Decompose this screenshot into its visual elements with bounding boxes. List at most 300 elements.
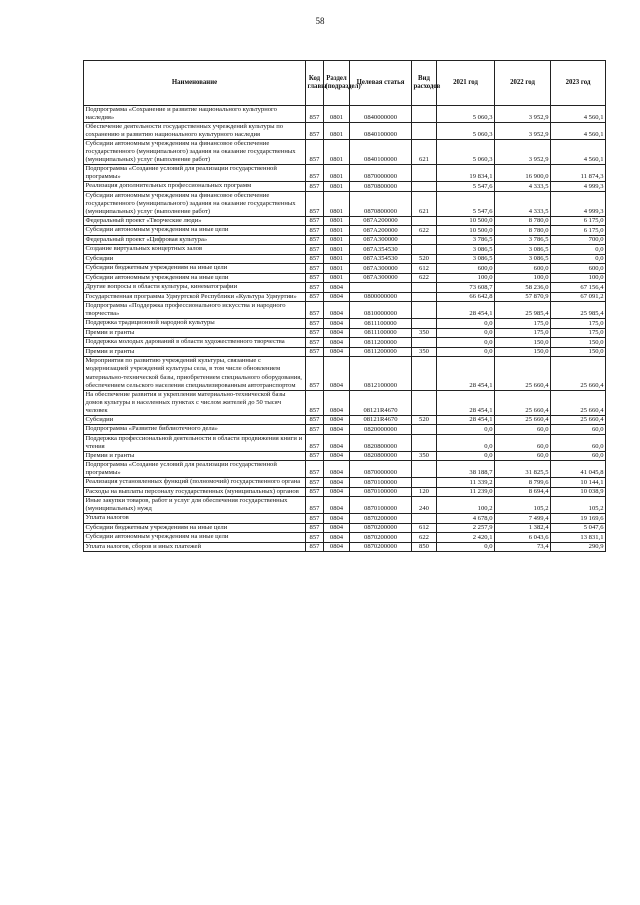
row-2022: 60,0 xyxy=(495,434,551,451)
row-section: 0801 xyxy=(324,165,350,182)
row-code: 857 xyxy=(306,415,324,425)
row-2023: 700,0 xyxy=(551,235,606,245)
row-target: 0811100000 xyxy=(350,319,412,329)
row-2023: 41 045,8 xyxy=(551,461,606,478)
table-row xyxy=(84,302,606,319)
row-code: 857 xyxy=(306,425,324,435)
row-2023: 4 560,1 xyxy=(551,140,606,165)
row-2021: 100,2 xyxy=(437,497,495,514)
row-2022: 60,0 xyxy=(495,451,551,461)
row-2022: 4 333,5 xyxy=(495,191,551,216)
row-2021: 0,0 xyxy=(437,319,495,329)
row-2022: 57 870,9 xyxy=(495,292,551,302)
row-section: 0801 xyxy=(324,273,350,283)
row-2021: 38 188,7 xyxy=(437,461,495,478)
row-2021: 0,0 xyxy=(437,434,495,451)
row-code: 857 xyxy=(306,461,324,478)
row-target: 087A354530 xyxy=(350,245,412,255)
row-2022: 3 952,9 xyxy=(495,106,551,123)
row-type: 612 xyxy=(412,523,437,533)
row-code: 857 xyxy=(306,434,324,451)
row-2022: 25 660,4 xyxy=(495,415,551,425)
row-type: 612 xyxy=(412,264,437,274)
header-section: Раздел (подраздел) xyxy=(324,61,350,106)
table-row xyxy=(84,523,606,533)
row-target: 087A300000 xyxy=(350,264,412,274)
row-target: 0840100000 xyxy=(350,140,412,165)
row-2022: 175,0 xyxy=(495,328,551,338)
row-2021: 100,0 xyxy=(437,273,495,283)
row-2022: 25 660,4 xyxy=(495,357,551,390)
table-body xyxy=(84,106,606,552)
table-row xyxy=(84,328,606,338)
row-target: 0820800000 xyxy=(350,451,412,461)
row-section: 0804 xyxy=(324,302,350,319)
row-name: Мероприятия по развитию учреждений культуры, связанные с модернизацией учреждений культуры села, в том числе обновлением материально-технической базы, приобретением специального оборудования, обеспечением сельского населения специализированным автотранспортом xyxy=(84,357,306,390)
table-row xyxy=(84,235,606,245)
row-2021: 11 339,2 xyxy=(437,478,495,488)
table-row xyxy=(84,533,606,543)
row-section: 0804 xyxy=(324,533,350,543)
header-code: Код главы xyxy=(306,61,324,106)
table-row xyxy=(84,338,606,348)
row-section: 0801 xyxy=(324,264,350,274)
row-name: Федеральный проект «Творческие люди» xyxy=(84,216,306,226)
header-2023: 2023 год xyxy=(551,61,606,106)
table-row xyxy=(84,273,606,283)
row-code: 857 xyxy=(306,273,324,283)
row-type: 520 xyxy=(412,254,437,264)
row-name: Расходы на выплаты персоналу государственных (муниципальных) органов xyxy=(84,487,306,497)
row-2022: 3 786,5 xyxy=(495,235,551,245)
row-2022: 3 952,9 xyxy=(495,140,551,165)
row-2021: 73 608,7 xyxy=(437,283,495,293)
row-code: 857 xyxy=(306,302,324,319)
row-section: 0804 xyxy=(324,478,350,488)
table-row xyxy=(84,487,606,497)
row-section: 0801 xyxy=(324,226,350,236)
row-section: 0801 xyxy=(324,123,350,140)
row-type xyxy=(412,478,437,488)
header-name: Наименование xyxy=(84,61,306,106)
row-target: 0840100000 xyxy=(350,123,412,140)
row-code: 857 xyxy=(306,264,324,274)
row-2023: 67 156,4 xyxy=(551,283,606,293)
row-2023: 600,0 xyxy=(551,264,606,274)
row-name: Субсидии автономным учреждениям на иные цели xyxy=(84,226,306,236)
row-type xyxy=(412,292,437,302)
row-2021: 3 086,5 xyxy=(437,254,495,264)
row-target: 0812100000 xyxy=(350,357,412,390)
row-type: 621 xyxy=(412,140,437,165)
row-type xyxy=(412,425,437,435)
row-target: 0870000000 xyxy=(350,165,412,182)
row-code: 857 xyxy=(306,357,324,390)
row-code: 857 xyxy=(306,542,324,552)
row-2023: 13 831,1 xyxy=(551,533,606,543)
row-code: 857 xyxy=(306,451,324,461)
table-row xyxy=(84,106,606,123)
row-target: 0870200000 xyxy=(350,542,412,552)
row-2023: 25 660,4 xyxy=(551,357,606,390)
row-name: Иные закупки товаров, работ и услуг для обеспечения государственных (муниципальных) нужд xyxy=(84,497,306,514)
row-target: 0810000000 xyxy=(350,302,412,319)
row-name: Субсидии автономным учреждениям на финансовое обеспечение государственного (муниципального) задания на оказание государственных (муниципальных) услуг (выполнение работ) xyxy=(84,140,306,165)
table-row xyxy=(84,264,606,274)
row-section: 0804 xyxy=(324,283,350,293)
row-type xyxy=(412,216,437,226)
row-target: 08121R4670 xyxy=(350,390,412,415)
row-target: 0820000000 xyxy=(350,425,412,435)
row-type xyxy=(412,182,437,192)
row-2021: 66 642,8 xyxy=(437,292,495,302)
header-type: Вид расходов xyxy=(412,61,437,106)
row-code: 857 xyxy=(306,140,324,165)
row-name: Подпрограмма «Сохранение и развитие национального культурного наследия» xyxy=(84,106,306,123)
row-2023: 25 660,4 xyxy=(551,415,606,425)
row-code: 857 xyxy=(306,123,324,140)
row-code: 857 xyxy=(306,216,324,226)
row-target: 0870100000 xyxy=(350,487,412,497)
row-name: Премии и гранты xyxy=(84,328,306,338)
row-section: 0804 xyxy=(324,487,350,497)
row-2021: 28 454,1 xyxy=(437,390,495,415)
row-2023: 25 985,4 xyxy=(551,302,606,319)
row-target: 0811200000 xyxy=(350,338,412,348)
row-name: Подпрограмма «Создание условий для реализации государственной программы» xyxy=(84,461,306,478)
row-2021: 4 678,0 xyxy=(437,514,495,524)
row-type xyxy=(412,123,437,140)
row-type: 520 xyxy=(412,415,437,425)
row-type xyxy=(412,283,437,293)
row-section: 0804 xyxy=(324,461,350,478)
row-2021: 5 060,3 xyxy=(437,123,495,140)
row-2023: 0,0 xyxy=(551,245,606,255)
row-2022: 3 952,9 xyxy=(495,123,551,140)
row-2022: 600,0 xyxy=(495,264,551,274)
row-2021: 5 547,6 xyxy=(437,182,495,192)
row-target: 0870100000 xyxy=(350,478,412,488)
row-section: 0801 xyxy=(324,254,350,264)
row-section: 0804 xyxy=(324,425,350,435)
row-name: Субсидии бюджетным учреждениям на иные цели xyxy=(84,523,306,533)
table-row xyxy=(84,542,606,552)
row-type: 622 xyxy=(412,226,437,236)
row-2023: 150,0 xyxy=(551,338,606,348)
row-2023: 150,0 xyxy=(551,347,606,357)
row-2023: 19 169,6 xyxy=(551,514,606,524)
row-2023: 6 175,0 xyxy=(551,216,606,226)
row-name: Обеспечение деятельности государственных учреждений культуры по сохранению и развитию национального культурного наследия xyxy=(84,123,306,140)
row-type xyxy=(412,319,437,329)
header-2022: 2022 год xyxy=(495,61,551,106)
row-code: 857 xyxy=(306,328,324,338)
row-2022: 31 825,5 xyxy=(495,461,551,478)
row-type: 240 xyxy=(412,497,437,514)
row-2022: 16 900,0 xyxy=(495,165,551,182)
row-name: Поддержка молодых дарований в области художественного творчества xyxy=(84,338,306,348)
row-2023: 105,2 xyxy=(551,497,606,514)
row-code: 857 xyxy=(306,191,324,216)
row-target: 0820800000 xyxy=(350,434,412,451)
row-name: Премии и гранты xyxy=(84,347,306,357)
row-2023: 25 660,4 xyxy=(551,390,606,415)
page-number: 58 xyxy=(315,16,325,26)
row-code: 857 xyxy=(306,338,324,348)
row-2023: 5 047,6 xyxy=(551,523,606,533)
row-target: 0870100000 xyxy=(350,497,412,514)
row-type xyxy=(412,357,437,390)
row-section: 0804 xyxy=(324,328,350,338)
row-2021: 0,0 xyxy=(437,347,495,357)
row-section: 0801 xyxy=(324,191,350,216)
row-2023: 11 874,3 xyxy=(551,165,606,182)
table-row xyxy=(84,390,606,415)
row-section: 0804 xyxy=(324,434,350,451)
row-2022: 3 086,5 xyxy=(495,245,551,255)
row-code: 857 xyxy=(306,235,324,245)
row-2022: 25 660,4 xyxy=(495,390,551,415)
row-section: 0801 xyxy=(324,106,350,123)
row-2022: 6 043,6 xyxy=(495,533,551,543)
row-type: 350 xyxy=(412,328,437,338)
row-2022: 1 382,4 xyxy=(495,523,551,533)
row-section: 0804 xyxy=(324,319,350,329)
row-section: 0801 xyxy=(324,235,350,245)
row-section: 0801 xyxy=(324,140,350,165)
row-2022: 105,2 xyxy=(495,497,551,514)
row-name: Субсидии автономным учреждениям на финансовое обеспечение государственного (муниципального) задания на оказание государственных (муниципальных) услуг (выполнение работ) xyxy=(84,191,306,216)
row-target: 0811100000 xyxy=(350,328,412,338)
row-section: 0804 xyxy=(324,542,350,552)
row-target xyxy=(350,283,412,293)
row-2021: 11 239,0 xyxy=(437,487,495,497)
table-row xyxy=(84,451,606,461)
row-target: 087A300000 xyxy=(350,235,412,245)
table-row xyxy=(84,123,606,140)
table-row xyxy=(84,165,606,182)
row-type xyxy=(412,235,437,245)
row-2022: 8 694,4 xyxy=(495,487,551,497)
row-name: Уплата налогов xyxy=(84,514,306,524)
row-type xyxy=(412,338,437,348)
row-2022: 73,4 xyxy=(495,542,551,552)
row-target: 0870200000 xyxy=(350,533,412,543)
row-code: 857 xyxy=(306,478,324,488)
row-target: 0870800000 xyxy=(350,182,412,192)
row-2021: 3 086,5 xyxy=(437,245,495,255)
row-2022: 25 985,4 xyxy=(495,302,551,319)
row-2023: 100,0 xyxy=(551,273,606,283)
row-2023: 290,9 xyxy=(551,542,606,552)
row-2021: 5 060,3 xyxy=(437,140,495,165)
table-row xyxy=(84,514,606,524)
budget-table xyxy=(83,60,606,552)
row-2022: 58 236,0 xyxy=(495,283,551,293)
row-2023: 60,0 xyxy=(551,451,606,461)
row-target: 0800000000 xyxy=(350,292,412,302)
row-code: 857 xyxy=(306,245,324,255)
row-2021: 0,0 xyxy=(437,338,495,348)
row-code: 857 xyxy=(306,283,324,293)
row-target: 0870200000 xyxy=(350,514,412,524)
row-type: 350 xyxy=(412,347,437,357)
row-code: 857 xyxy=(306,182,324,192)
row-2021: 2 420,1 xyxy=(437,533,495,543)
row-type xyxy=(412,165,437,182)
row-2021: 0,0 xyxy=(437,542,495,552)
row-type: 120 xyxy=(412,487,437,497)
row-2022: 8 780,0 xyxy=(495,216,551,226)
row-2022: 175,0 xyxy=(495,319,551,329)
row-2023: 10 038,9 xyxy=(551,487,606,497)
row-code: 857 xyxy=(306,106,324,123)
row-type: 622 xyxy=(412,533,437,543)
row-section: 0804 xyxy=(324,497,350,514)
row-2021: 10 500,0 xyxy=(437,226,495,236)
row-section: 0804 xyxy=(324,523,350,533)
row-type xyxy=(412,514,437,524)
table-row xyxy=(84,245,606,255)
table-row xyxy=(84,415,606,425)
row-name: Поддержка традиционной народной культуры xyxy=(84,319,306,329)
row-code: 857 xyxy=(306,319,324,329)
row-section: 0801 xyxy=(324,245,350,255)
row-name: Создание виртуальных концертных залов xyxy=(84,245,306,255)
row-name: Субсидии xyxy=(84,415,306,425)
row-code: 857 xyxy=(306,254,324,264)
row-2021: 0,0 xyxy=(437,425,495,435)
table-row xyxy=(84,140,606,165)
row-2023: 4 560,1 xyxy=(551,106,606,123)
row-code: 857 xyxy=(306,533,324,543)
table-row xyxy=(84,425,606,435)
table-row xyxy=(84,292,606,302)
row-2023: 6 175,0 xyxy=(551,226,606,236)
table-row xyxy=(84,497,606,514)
row-code: 857 xyxy=(306,487,324,497)
row-target: 087A354530 xyxy=(350,254,412,264)
row-2021: 10 500,0 xyxy=(437,216,495,226)
table-row xyxy=(84,226,606,236)
row-type xyxy=(412,302,437,319)
table-row xyxy=(84,347,606,357)
row-code: 857 xyxy=(306,390,324,415)
row-2021: 2 257,9 xyxy=(437,523,495,533)
row-name: Реализация дополнительных профессиональных программ xyxy=(84,182,306,192)
row-target: 087A200000 xyxy=(350,226,412,236)
row-section: 0801 xyxy=(324,182,350,192)
row-name: Государственная программа Удмуртской Республики «Культура Удмуртии» xyxy=(84,292,306,302)
row-2023: 175,0 xyxy=(551,328,606,338)
row-type xyxy=(412,434,437,451)
table-row xyxy=(84,434,606,451)
row-type: 622 xyxy=(412,273,437,283)
row-name: Премии и гранты xyxy=(84,451,306,461)
row-2022: 3 086,5 xyxy=(495,254,551,264)
row-2021: 0,0 xyxy=(437,451,495,461)
row-type xyxy=(412,461,437,478)
row-name: Поддержка профессиональной деятельности в области продвижения книги и чтения xyxy=(84,434,306,451)
row-2022: 4 333,5 xyxy=(495,182,551,192)
row-2022: 8 780,0 xyxy=(495,226,551,236)
row-2021: 3 786,5 xyxy=(437,235,495,245)
row-type: 850 xyxy=(412,542,437,552)
row-2022: 150,0 xyxy=(495,347,551,357)
row-2022: 7 499,4 xyxy=(495,514,551,524)
row-2023: 4 999,3 xyxy=(551,191,606,216)
row-section: 0804 xyxy=(324,415,350,425)
row-type xyxy=(412,106,437,123)
row-section: 0804 xyxy=(324,451,350,461)
row-type xyxy=(412,390,437,415)
row-type xyxy=(412,245,437,255)
row-name: Субсидии автономным учреждениям на иные цели xyxy=(84,533,306,543)
row-code: 857 xyxy=(306,347,324,357)
row-name: Субсидии xyxy=(84,254,306,264)
table-row xyxy=(84,357,606,390)
row-section: 0804 xyxy=(324,292,350,302)
header-target: Целевая статья xyxy=(350,61,412,106)
table-row xyxy=(84,216,606,226)
row-2023: 0,0 xyxy=(551,254,606,264)
row-name: Подпрограмма «Развитие библиотечного дела» xyxy=(84,425,306,435)
row-name: Субсидии бюджетным учреждениям на иные цели xyxy=(84,264,306,274)
row-section: 0804 xyxy=(324,347,350,357)
row-2022: 100,0 xyxy=(495,273,551,283)
row-type: 621 xyxy=(412,191,437,216)
table-row xyxy=(84,478,606,488)
row-target: 0870200000 xyxy=(350,523,412,533)
row-section: 0804 xyxy=(324,357,350,390)
table-row xyxy=(84,461,606,478)
row-2023: 60,0 xyxy=(551,425,606,435)
row-name: Субсидии автономным учреждениям на иные цели xyxy=(84,273,306,283)
row-2023: 10 144,1 xyxy=(551,478,606,488)
row-2021: 600,0 xyxy=(437,264,495,274)
table-row xyxy=(84,191,606,216)
row-target: 0840000000 xyxy=(350,106,412,123)
row-2021: 28 454,1 xyxy=(437,302,495,319)
table-row xyxy=(84,283,606,293)
row-name: Реализация установленных функций (полномочий) государственного органа xyxy=(84,478,306,488)
row-type: 350 xyxy=(412,451,437,461)
row-2021: 5 060,3 xyxy=(437,106,495,123)
table-row xyxy=(84,254,606,264)
row-2023: 60,0 xyxy=(551,434,606,451)
row-name: Подпрограмма «Поддержка профессионального искусства и народного творчества» xyxy=(84,302,306,319)
row-2021: 0,0 xyxy=(437,328,495,338)
row-2021: 28 454,1 xyxy=(437,415,495,425)
row-name: На обеспечение развития и укрепления материально-технической базы домов культуры в населенных пунктах с числом жителей до 50 тысяч человек xyxy=(84,390,306,415)
row-section: 0804 xyxy=(324,338,350,348)
row-name: Федеральный проект «Цифровая культура» xyxy=(84,235,306,245)
row-target: 0870800000 xyxy=(350,191,412,216)
table-header-row xyxy=(84,61,606,106)
row-code: 857 xyxy=(306,523,324,533)
row-code: 857 xyxy=(306,514,324,524)
row-code: 857 xyxy=(306,165,324,182)
row-target: 0870000000 xyxy=(350,461,412,478)
row-2021: 19 834,1 xyxy=(437,165,495,182)
row-2023: 4 999,3 xyxy=(551,182,606,192)
table-row xyxy=(84,182,606,192)
row-name: Подпрограмма «Создание условий для реализации государственной программы» xyxy=(84,165,306,182)
table-row xyxy=(84,319,606,329)
row-target: 087A300000 xyxy=(350,273,412,283)
row-2023: 67 091,2 xyxy=(551,292,606,302)
row-2021: 5 547,6 xyxy=(437,191,495,216)
